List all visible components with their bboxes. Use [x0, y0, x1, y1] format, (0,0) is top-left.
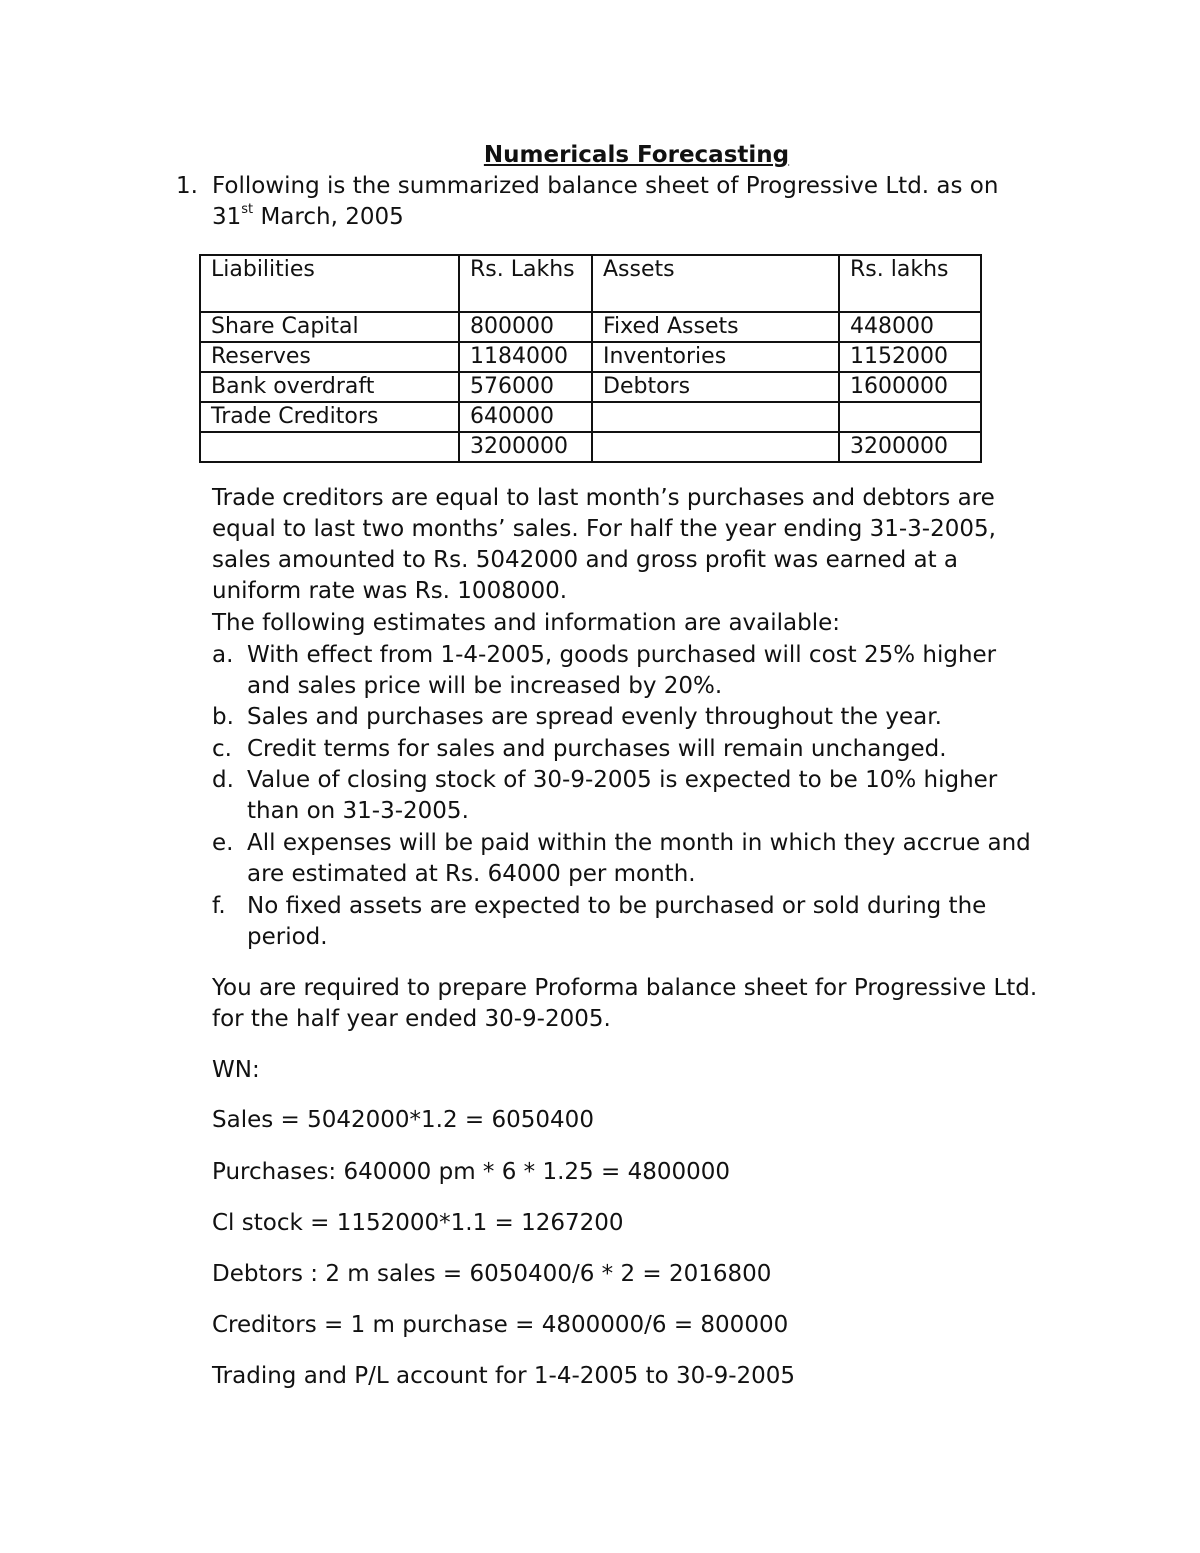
table-row	[200, 372, 981, 402]
table-cell: 576000	[459, 372, 592, 402]
working-note-line: Trading and P/L account for 1-4-2005 to 30-9-2005	[212, 1363, 796, 1389]
table-row	[200, 312, 981, 342]
working-notes-heading: WN:	[212, 1057, 260, 1083]
table-cell	[592, 432, 839, 462]
paragraph-line: The following estimates and information are available:	[212, 610, 841, 636]
paragraph-line: Trade creditors are equal to last month’s purchases and debtors are	[212, 485, 995, 511]
paragraph-line: uniform rate was Rs. 1008000.	[212, 578, 568, 604]
table-cell: 1600000	[839, 372, 981, 402]
header-rs-lakhs: Rs. Lakhs	[459, 255, 592, 312]
estimate-letter: b.	[212, 704, 234, 730]
table-row	[200, 342, 981, 372]
balance-sheet-table	[199, 254, 982, 463]
estimate-line: Value of closing stock of 30-9-2005 is expected to be 10% higher	[247, 767, 998, 793]
date-ordinal: st	[241, 202, 254, 217]
working-note-line: Debtors : 2 m sales = 6050400/6 * 2 = 2016800	[212, 1261, 772, 1287]
question-line-1: Following is the summarized balance sheet of Progressive Ltd. as on	[212, 173, 999, 199]
estimate-line: than on 31-3-2005.	[247, 798, 469, 824]
working-note-line: Cl stock = 1152000*1.1 = 1267200	[212, 1210, 624, 1236]
header-liabilities: Liabilities	[200, 255, 459, 312]
table-cell: Share Capital	[200, 312, 459, 342]
question-date	[212, 204, 404, 230]
table-cell: Reserves	[200, 342, 459, 372]
table-cell	[592, 402, 839, 432]
estimate-line: No fixed assets are expected to be purchased or sold during the	[247, 893, 987, 919]
table-cell: Trade Creditors	[200, 402, 459, 432]
table-cell: Debtors	[592, 372, 839, 402]
question-number: 1.	[176, 173, 198, 199]
estimate-letter: d.	[212, 767, 234, 793]
estimate-letter: c.	[212, 736, 232, 762]
estimate-letter: e.	[212, 830, 234, 856]
table-cell	[839, 402, 981, 432]
requirement-line: for the half year ended 30-9-2005.	[212, 1006, 611, 1032]
table-header-row	[200, 255, 981, 312]
requirement-line: You are required to prepare Proforma balance sheet for Progressive Ltd.	[212, 975, 1038, 1001]
estimate-line: and sales price will be increased by 20%.	[247, 673, 723, 699]
total-assets: 3200000	[839, 432, 981, 462]
estimate-line: All expenses will be paid within the month in which they accrue and	[247, 830, 1031, 856]
date-day: 31	[212, 204, 242, 230]
estimate-line: Sales and purchases are spread evenly throughout the year.	[247, 704, 942, 730]
paragraph-line: equal to last two months’ sales. For half the year ending 31-3-2005,	[212, 516, 996, 542]
header-assets: Assets	[592, 255, 839, 312]
table-cell: 800000	[459, 312, 592, 342]
working-note-line: Creditors = 1 m purchase = 4800000/6 = 800000	[212, 1312, 789, 1338]
table-cell: Bank overdraft	[200, 372, 459, 402]
estimate-letter: f.	[212, 893, 226, 919]
estimate-line: Credit terms for sales and purchases will remain unchanged.	[247, 736, 947, 762]
table-cell: 1152000	[839, 342, 981, 372]
table-cell: Inventories	[592, 342, 839, 372]
table-cell: 1184000	[459, 342, 592, 372]
estimate-line: With effect from 1-4-2005, goods purchased will cost 25% higher	[247, 642, 997, 668]
paragraph-line: sales amounted to Rs. 5042000 and gross profit was earned at a	[212, 547, 959, 573]
table-cell	[200, 432, 459, 462]
working-note-line: Sales = 5042000*1.2 = 6050400	[212, 1107, 594, 1133]
header-rs-lakhs-assets: Rs. lakhs	[839, 255, 981, 312]
working-note-line: Purchases: 640000 pm * 6 * 1.25 = 4800000	[212, 1159, 731, 1185]
table-row	[200, 402, 981, 432]
page-title: Numericals Forecasting	[483, 142, 790, 168]
table-total-row	[200, 432, 981, 462]
table-cell: Fixed Assets	[592, 312, 839, 342]
date-rest: March, 2005	[253, 204, 404, 230]
estimate-line: are estimated at Rs. 64000 per month.	[247, 861, 696, 887]
estimate-letter: a.	[212, 642, 234, 668]
table-cell: 640000	[459, 402, 592, 432]
table-cell: 448000	[839, 312, 981, 342]
total-liabilities: 3200000	[459, 432, 592, 462]
estimate-line: period.	[247, 924, 328, 950]
